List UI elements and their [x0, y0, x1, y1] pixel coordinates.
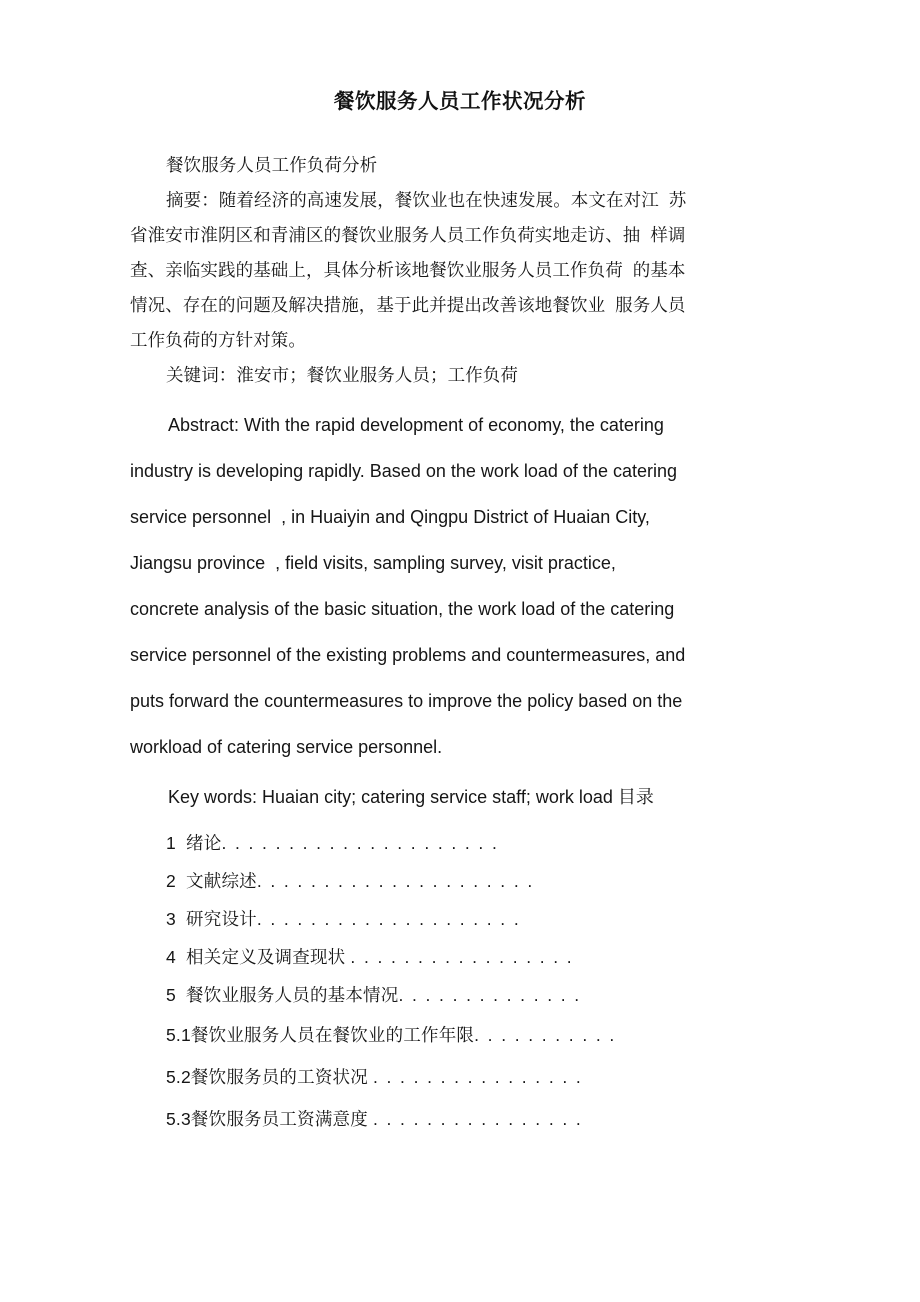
toc-entry-label: 4 相关定义及调查现状: [166, 947, 351, 967]
page-title: 餐饮服务人员工作状况分析: [334, 90, 586, 113]
toc-entry-label: 5.1餐饮业服务人员在餐饮业的工作年限: [166, 1025, 475, 1045]
toc-entry[interactable]: [130, 1098, 790, 1140]
toc-entry[interactable]: [130, 862, 790, 900]
toc-leader-dots: . . . . . . . . . . . . . . . .: [373, 1109, 583, 1129]
toc-leader-dots: . . . . . . . . . . . . . . . .: [373, 1067, 583, 1087]
abstract-en-line: workload of catering service personnel.: [130, 737, 443, 757]
keywords-cn: 关键词：淮安市；餐饮业服务人员；工作负荷: [166, 365, 518, 385]
toc-entry[interactable]: [130, 824, 790, 862]
toc-entry-label: 3 研究设计: [166, 909, 257, 929]
abstract-cn-line: 情况、存在的问题及解决措施，基于此并提出改善该地餐饮业 服务人员: [130, 295, 686, 315]
toc-leader-dots: . . . . . . . . . . .: [474, 1025, 617, 1045]
toc-leader-dots: . . . . . . . . . . . . . . . . . . . . .: [221, 833, 499, 853]
abstract-en-line: puts forward the countermeasures to improve the policy based on the: [130, 691, 683, 711]
abstract-en-line: industry is developing rapidly. Based on the work load of the catering: [130, 461, 677, 481]
abstract-en-line: Jiangsu province , field visits, sampling survey, visit practice,: [130, 553, 616, 573]
table-of-contents: [130, 824, 790, 1140]
abstract-en-line: service personnel , in Huaiyin and Qingpu District of Huaian City,: [130, 507, 650, 527]
abstract-cn-paragraph: [130, 183, 790, 358]
toc-entry[interactable]: [130, 1014, 790, 1056]
toc-entry[interactable]: [130, 900, 790, 938]
document-subtitle: 餐饮服务人员工作负荷分析: [166, 155, 378, 175]
toc-leader-dots: . . . . . . . . . . . . . . . . .: [350, 947, 574, 967]
document-body: [130, 148, 790, 1140]
toc-leader-dots: . . . . . . . . . . . . . . . . . . . .: [256, 909, 521, 929]
toc-entry-label: 5.3餐饮服务员工资满意度: [166, 1109, 373, 1129]
abstract-cn-line: 摘要：随着经济的高速发展，餐饮业也在快速发展。本文在对江 苏: [166, 190, 687, 210]
abstract-en-line: Abstract: With the rapid development of economy, the catering: [168, 415, 664, 435]
toc-entry-label: 2 文献综述: [166, 871, 257, 891]
toc-entry-label: 1 绪论: [166, 833, 222, 853]
abstract-en-line: service personnel of the existing problems and countermeasures, and: [130, 645, 686, 665]
toc-entry[interactable]: [130, 1056, 790, 1098]
toc-leader-dots: . . . . . . . . . . . . . .: [398, 985, 582, 1005]
toc-entry-label: 5 餐饮业服务人员的基本情况: [166, 985, 399, 1005]
keywords-en: Key words: Huaian city; catering service staff; work load 目录: [168, 787, 654, 807]
abstract-cn-line: 省淮安市淮阴区和青浦区的餐饮业服务人员工作负荷实地走访、抽 样调: [130, 225, 686, 245]
toc-entry[interactable]: [130, 976, 790, 1014]
toc-entry[interactable]: [130, 938, 790, 976]
abstract-en-line: concrete analysis of the basic situation, the work load of the catering: [130, 599, 675, 619]
abstract-cn-line: 工作负荷的方针对策。: [130, 330, 306, 350]
toc-entry-label: 5.2餐饮服务员的工资状况: [166, 1067, 373, 1087]
toc-leader-dots: . . . . . . . . . . . . . . . . . . . . .: [256, 871, 535, 891]
abstract-cn-line: 查、亲临实践的基础上，具体分析该地餐饮业服务人员工作负荷 的基本: [130, 260, 686, 280]
abstract-en-paragraph: [130, 402, 790, 770]
